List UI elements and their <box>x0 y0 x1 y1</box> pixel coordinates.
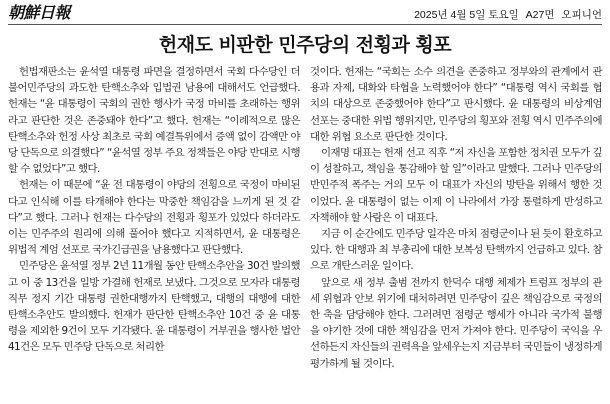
paragraph: 이재명 대표는 헌재 선고 직후 “저 자신을 포함한 정치권 모두가 깊이 성찰하고, 책임을 통감해야 할 일”이라고 말했다. 그러나 민주당의 반민주적 폭주는 거의 모두 이 대표가 자신의 방탄을 위해서 행한 것이었다. 윤 대통령이 없는 이제 이 나라에서 가장 통렬하게 반성하고 자책해야 할 사람은 이 대표다. <box>310 147 602 224</box>
issue-meta <box>410 7 602 22</box>
section-name: 오피니언 <box>561 9 602 21</box>
issue-date: 2025년 4월 5일 토요일 <box>414 9 519 21</box>
masthead-divider <box>8 24 602 25</box>
paragraph: 헌법재판소는 윤석열 대통령 파면을 결정하면서 국회 다수당인 더불어민주당의 과도한 탄핵소추와 입법권 남용에 대해서도 언급했다. 헌재는 “윤 대통령이 국회의 권한 행사가 국정 마비를 초래하는 행위라고 판단한 것은 존중돼야 한다”고 했다. 헌재는 “이례적으로 많은 탄핵소추와 헌정 사상 최초로 국회 예결특위에서 증액 없이 감액만 야당 단독으로 의결했다” “윤석열 정부 주요 정책들은 야당 반대로 시행할 수 없었다”고 했다. <box>8 66 300 176</box>
paragraph: 민주당은 윤석열 정부 2년 11개월 동안 탄핵소추안을 30건 발의했고 이 중 13건을 일방 가결해 헌재로 보냈다. 그것으로 모자라 대통령 직무 정지 기간 대통령 권한대행까지 탄핵했고, 대행의 대행에 대한 탄핵소추안도 발의했다. 헌재가 판단한 탄핵소추안 10건 중 윤 대통령을 제외한 9건이 모두 기각됐다. 윤 대통령이 거부권을 행사한 법안 41건은 모두 민주당 단독으로 처리한 <box>8 260 300 354</box>
paragraph: 헌재는 이 때문에 “윤 전 대통령이 야당의 전횡으로 국정이 마비된다고 인식해 이를 타개해야 한다는 막중한 책임감을 느끼게 된 것 같다”고 했다. 그러나 헌재는 다수당의 전횡과 횡포가 있었다 하더라도 이는 민주주의 원리에 의해 풀어야 했다고 지적하면서, 윤 대통령은 위법적 계엄 선포로 국가긴급권을 남용했다고 판단했다. <box>8 179 300 257</box>
masthead <box>8 3 602 25</box>
newspaper-logo: 朝鮮日報 <box>8 3 71 22</box>
right-column <box>310 64 602 372</box>
editorial-headline: 헌재도 비판한 민주당의 전횡과 횡포 <box>158 34 452 56</box>
page-number: A27면 <box>525 9 555 21</box>
paragraph: 것이다. 헌재는 “국회는 소수 의견을 존중하고 정부와의 관계에서 관용과 자제, 대화와 타협을 노력했어야 한다” “대통령 역시 국회를 협치의 대상으로 존중했어야 한다”고 판시했다. 윤 대통령의 비상계엄 선포는 중대한 위법 행위지만, 민주당의 횡포와 전횡 역시 민주주의에 대한 위협 요소로 판단한 것이다. <box>310 66 602 143</box>
left-column <box>8 64 300 356</box>
paragraph: 지금 이 순간에도 민주당 일각은 마치 점령군이나 된 듯이 환호하고 있다. 한 대행과 최 부총리에 대한 보복성 탄핵까지 언급하고 있다. 참으로 개탄스러운 일이다. <box>310 228 602 273</box>
paragraph: 앞으로 새 정부 출범 전까지 한덕수 대행 체제가 트럼프 정부의 관세 위협과 안보 위기에 대처하려면 민주당이 깊은 책임감으로 국정의 한 축을 담당해야 한다. 그러려면 점령군 행세가 아니라 국가적 불행을 야기한 것에 대한 책임감을 먼저 가져야 한다. 민주당이 국익을 우선하든지 자신들의 권력욕을 앞세우는지 지금부터 국민들이 냉정하게 평가하게 될 것이다. <box>310 276 602 370</box>
